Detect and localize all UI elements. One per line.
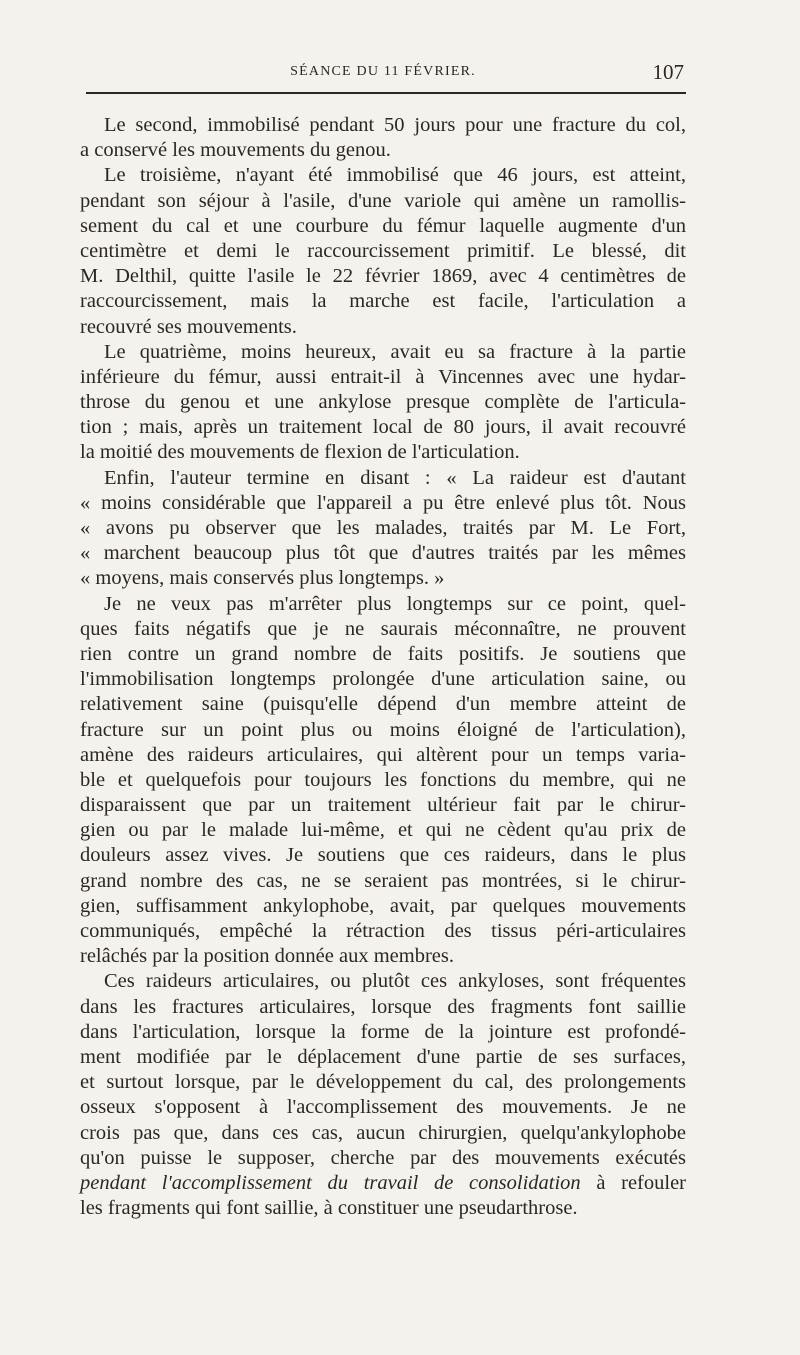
text-line: a conservé les mouvements du genou. [80,139,391,162]
text-line: qu'on puisse le supposer, cherche par des mouvements exécutés [80,1146,686,1169]
text-line: Je ne veux pas m'arrêter plus longtemps sur ce point, quel- [104,592,686,615]
text-line: ques faits négatifs que je ne saurais méconnaître, ne prouvent [80,617,686,640]
text-line: Enfin, l'auteur termine en disant : « La raideur est d'autant [104,466,686,489]
page-header [80,60,686,88]
text-line: Le second, immobilisé pendant 50 jours pour une fracture du col, [104,114,686,136]
text-line: ment modifiée par le déplacement d'une partie de ses surfaces, [80,1045,686,1068]
text-line: l'immobilisation longtemps prolongée d'une articulation saine, ou [80,668,686,691]
text-line: communiqués, empêché la rétraction des tissus péri-articulaires [80,920,686,942]
text-line: pendant son séjour à l'asile, d'une variole qui amène un ramollis- [80,189,686,212]
text-line: inférieure du fémur, aussi entrait-il à Vincennes avec une hydar- [80,365,686,388]
text-line: dans l'articulation, lorsque la forme de la jointure est profondé- [80,1020,686,1043]
text-line: fracture sur un point plus ou moins éloigné de l'articulation), [80,718,686,741]
text-line: tion ; mais, après un traitement local de 80 jours, il avait recouvré [80,416,686,439]
text-line: gien, suffisamment ankylophobe, avait, par quelques mouvements [80,894,686,917]
text-line-italic [80,1171,686,1196]
text-line: douleurs assez vives. Je soutiens que ces raideurs, dans le plus [80,844,686,867]
text-line: ble et quelquefois pour toujours les fonctions du membre, qui ne [80,768,686,791]
text-line: gien ou par le malade lui-même, et qui ne cèdent qu'au prix de [80,819,686,842]
text-line: disparaissent que par un traitement ultérieur fait par le chirur- [80,794,686,817]
header-rule [86,92,686,94]
text-line: « moins considérable que l'appareil a pu être enlevé plus tôt. Nous [80,491,686,514]
text-line: sement du cal et une courbure du fémur laquelle augmente d'un [80,214,686,237]
text-line: recouvré ses mouvements. [80,315,297,338]
text-line: relativement saine (puisqu'elle dépend d'un membre atteint de [80,693,686,716]
text-line: Le troisième, n'ayant été immobilisé que 46 jours, est atteint, [104,164,686,187]
text-line-last: les fragments qui font saillie, à constituer une pseudarthrose. [80,1197,578,1220]
text-line: throse du genou et une ankylose presque complète de l'articula- [80,391,686,414]
body-text [80,113,686,1221]
text-line: relâchés par la position donnée aux membres. [80,945,454,968]
italic-phrase: pendant l'accomplissement du travail de consolidation [80,1171,581,1194]
text-line: dans les fractures articulaires, lorsque des fragments font saillie [80,995,686,1018]
text-line: grand nombre des cas, ne se seraient pas montrées, si le chirur- [80,869,686,892]
text-line: osseux s'opposent à l'accomplissement des mouvements. Je ne [80,1096,686,1119]
text-line: Le quatrième, moins heureux, avait eu sa fracture à la partie [104,340,686,363]
text-line: « moyens, mais conservés plus longtemps. » [80,567,445,590]
text-line: et surtout lorsque, par le développement du cal, des prolongements [80,1071,686,1094]
text-line: crois pas que, dans ces cas, aucun chirurgien, quelqu'ankylophobe [80,1121,686,1144]
text-line: rien contre un grand nombre de faits positifs. Je soutiens que [80,642,686,665]
running-head: SÉANCE DU 11 FÉVRIER. [290,64,476,79]
text-line: « avons pu observer que les malades, traités par M. Le Fort, [80,517,686,539]
text-line: centimètre et demi le raccourcissement primitif. Le blessé, dit [80,239,686,262]
text-line: raccourcissement, mais la marche est facile, l'articulation a [80,290,686,313]
text-line: amène des raideurs articulaires, qui altèrent pour un temps varia- [80,743,686,766]
text-line: la moitié des mouvements de flexion de l'articulation. [80,441,520,464]
text-line: M. Delthil, quitte l'asile le 22 février 1869, avec 4 centimètres de [80,265,686,288]
text-line: Ces raideurs articulaires, ou plutôt ces ankyloses, sont fréquentes [104,970,686,993]
page-number: 107 [652,60,684,84]
text-line-rest: à refouler [580,1171,686,1194]
text-line: « marchent beaucoup plus tôt que d'autres traités par les mêmes [80,542,686,565]
